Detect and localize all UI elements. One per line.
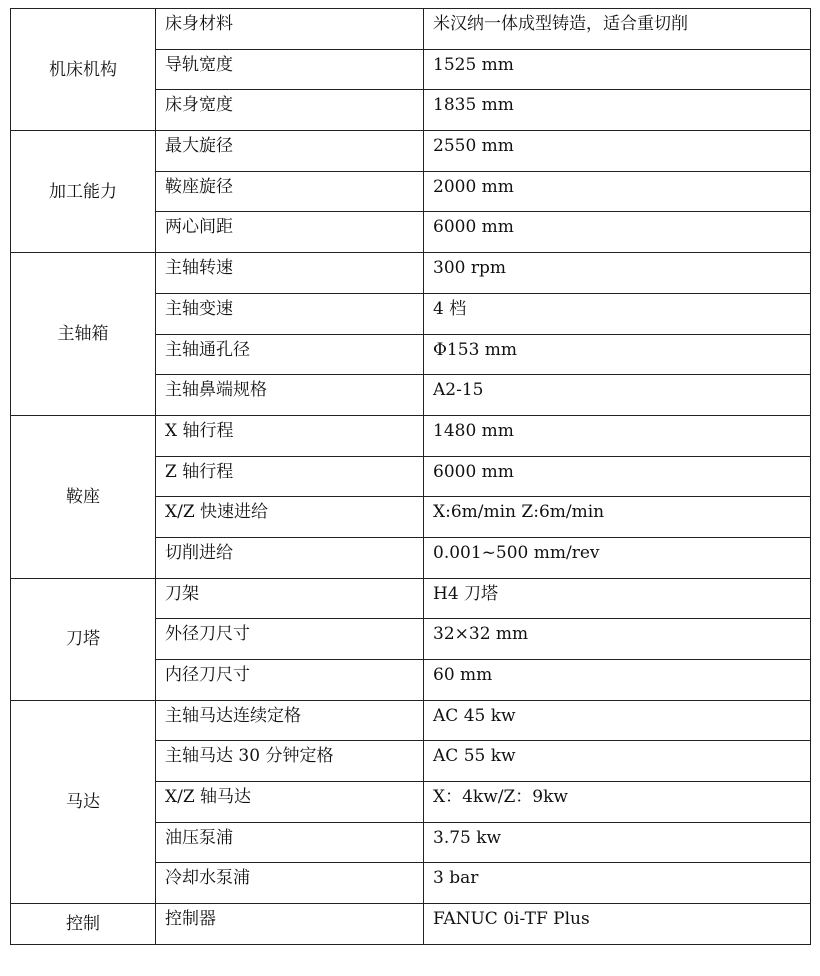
table-row [11, 9, 811, 50]
value-cell: 米汉纳一体成型铸造，适合重切削 [424, 9, 811, 50]
parameter-cell: 内径刀尺寸 [156, 660, 424, 701]
parameter-cell: Z 轴行程 [156, 456, 424, 497]
parameter-cell: 油压泵浦 [156, 822, 424, 863]
parameter-cell: 控制器 [156, 904, 424, 945]
parameter-cell: 鞍座旋径 [156, 171, 424, 212]
parameter-cell: 主轴鼻端规格 [156, 375, 424, 416]
table-row [11, 415, 811, 456]
value-cell: 1480 mm [424, 415, 811, 456]
category-cell: 主轴箱 [11, 253, 156, 416]
value-cell: 32×32 mm [424, 619, 811, 660]
parameter-cell: 主轴变速 [156, 293, 424, 334]
spec-table-body [11, 9, 811, 945]
value-cell: X：4kw/Z：9kw [424, 782, 811, 823]
value-cell: FANUC 0i-TF Plus [424, 904, 811, 945]
value-cell: 4 档 [424, 293, 811, 334]
value-cell: 1835 mm [424, 90, 811, 131]
parameter-cell: 主轴马达连续定格 [156, 700, 424, 741]
category-cell: 控制 [11, 904, 156, 945]
value-cell: 60 mm [424, 660, 811, 701]
parameter-cell: X/Z 轴马达 [156, 782, 424, 823]
value-cell: 2550 mm [424, 131, 811, 172]
table-row [11, 131, 811, 172]
parameter-cell: 床身宽度 [156, 90, 424, 131]
value-cell: X:6m/min Z:6m/min [424, 497, 811, 538]
category-cell: 鞍座 [11, 415, 156, 578]
parameter-cell: 主轴马达 30 分钟定格 [156, 741, 424, 782]
parameter-cell: 最大旋径 [156, 131, 424, 172]
category-cell: 机床机构 [11, 9, 156, 131]
value-cell: 6000 mm [424, 456, 811, 497]
value-cell: 0.001~500 mm/rev [424, 537, 811, 578]
spec-table [10, 8, 811, 945]
parameter-cell: 冷却水泵浦 [156, 863, 424, 904]
category-cell: 马达 [11, 700, 156, 903]
value-cell: AC 55 kw [424, 741, 811, 782]
value-cell: Φ153 mm [424, 334, 811, 375]
table-row [11, 253, 811, 294]
table-row [11, 904, 811, 945]
value-cell: A2-15 [424, 375, 811, 416]
value-cell: AC 45 kw [424, 700, 811, 741]
parameter-cell: X 轴行程 [156, 415, 424, 456]
value-cell: 3.75 kw [424, 822, 811, 863]
value-cell: 300 rpm [424, 253, 811, 294]
value-cell: 1525 mm [424, 49, 811, 90]
table-row [11, 700, 811, 741]
parameter-cell: 床身材料 [156, 9, 424, 50]
category-cell: 刀塔 [11, 578, 156, 700]
parameter-cell: 刀架 [156, 578, 424, 619]
table-row [11, 578, 811, 619]
value-cell: 2000 mm [424, 171, 811, 212]
parameter-cell: 两心间距 [156, 212, 424, 253]
value-cell: 6000 mm [424, 212, 811, 253]
parameter-cell: 导轨宽度 [156, 49, 424, 90]
parameter-cell: 主轴转速 [156, 253, 424, 294]
parameter-cell: 切削进给 [156, 537, 424, 578]
category-cell: 加工能力 [11, 131, 156, 253]
parameter-cell: 主轴通孔径 [156, 334, 424, 375]
value-cell: 3 bar [424, 863, 811, 904]
parameter-cell: 外径刀尺寸 [156, 619, 424, 660]
value-cell: H4 刀塔 [424, 578, 811, 619]
parameter-cell: X/Z 快速进给 [156, 497, 424, 538]
